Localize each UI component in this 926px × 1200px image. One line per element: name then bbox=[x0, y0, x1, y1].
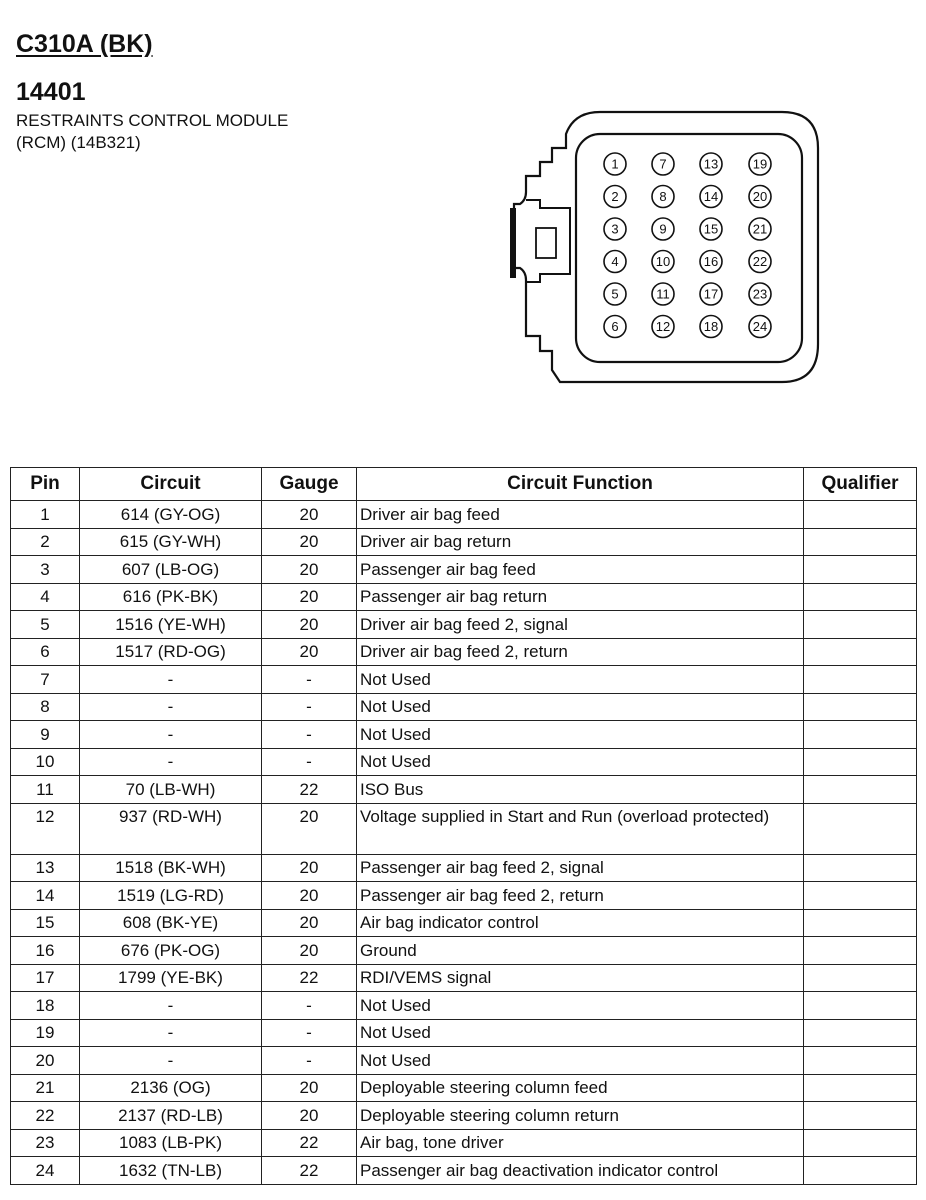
header-circuit-function: Circuit Function bbox=[357, 468, 804, 501]
table-row bbox=[11, 638, 917, 666]
qualifier bbox=[804, 611, 917, 639]
wire-gauge: - bbox=[262, 992, 357, 1020]
table-row bbox=[11, 1157, 917, 1185]
pin-cavity-label: 11 bbox=[656, 286, 670, 302]
locking-tab-slot bbox=[536, 228, 556, 258]
pin-cavity-label: 10 bbox=[655, 254, 671, 269]
circuit-code: 1517 (RD-OG) bbox=[80, 638, 262, 666]
table-row bbox=[11, 1129, 917, 1157]
pin-number: 6 bbox=[11, 638, 80, 666]
circuit-code: 70 (LB-WH) bbox=[80, 776, 262, 804]
table-row bbox=[11, 556, 917, 584]
wire-gauge: - bbox=[262, 1019, 357, 1047]
table-row bbox=[11, 583, 917, 611]
circuit-code: 1519 (LG-RD) bbox=[80, 882, 262, 910]
pin-cavity-label: 16 bbox=[703, 254, 719, 269]
table-row bbox=[11, 1047, 917, 1075]
table-row bbox=[11, 666, 917, 694]
circuit-code: 1516 (YE-WH) bbox=[80, 611, 262, 639]
circuit-function: Driver air bag feed 2, signal bbox=[357, 611, 804, 639]
qualifier bbox=[804, 556, 917, 584]
wire-gauge: 20 bbox=[262, 1074, 357, 1102]
qualifier bbox=[804, 776, 917, 804]
circuit-code: - bbox=[80, 1019, 262, 1047]
circuit-code: - bbox=[80, 666, 262, 694]
table-row bbox=[11, 964, 917, 992]
wire-gauge: 20 bbox=[262, 638, 357, 666]
pin-cavity-label: 19 bbox=[752, 156, 768, 172]
table-header-row bbox=[11, 468, 917, 501]
qualifier bbox=[804, 638, 917, 666]
circuit-function: Not Used bbox=[357, 693, 804, 721]
wire-gauge: 22 bbox=[262, 1157, 357, 1185]
pin-cavity-label: 17 bbox=[703, 286, 719, 302]
qualifier bbox=[804, 1157, 917, 1185]
connector-face-drawing bbox=[500, 104, 830, 394]
wire-gauge: 20 bbox=[262, 882, 357, 910]
pin-cavity-label: 21 bbox=[752, 221, 768, 237]
qualifier bbox=[804, 803, 917, 854]
qualifier bbox=[804, 1047, 917, 1075]
pin-number: 14 bbox=[11, 882, 80, 910]
qualifier bbox=[804, 964, 917, 992]
table-row bbox=[11, 721, 917, 749]
table-row bbox=[11, 1074, 917, 1102]
wire-gauge: 22 bbox=[262, 776, 357, 804]
qualifier bbox=[804, 937, 917, 965]
pin-number: 23 bbox=[11, 1129, 80, 1157]
pin-cavity-label: 4 bbox=[611, 254, 619, 269]
circuit-function: Voltage supplied in Start and Run (overload protected) bbox=[357, 803, 804, 854]
pin-number: 18 bbox=[11, 992, 80, 1020]
table-row bbox=[11, 882, 917, 910]
pin-number: 22 bbox=[11, 1102, 80, 1130]
circuit-code: 615 (GY-WH) bbox=[80, 528, 262, 556]
pin-number: 13 bbox=[11, 854, 80, 882]
circuit-function: Driver air bag feed bbox=[357, 501, 804, 529]
qualifier bbox=[804, 1019, 917, 1047]
circuit-code: 1518 (BK-WH) bbox=[80, 854, 262, 882]
table-row bbox=[11, 611, 917, 639]
circuit-function: Passenger air bag feed 2, return bbox=[357, 882, 804, 910]
pin-cavity-label: 7 bbox=[659, 156, 667, 172]
circuit-code: - bbox=[80, 693, 262, 721]
pin-number: 21 bbox=[11, 1074, 80, 1102]
module-codes: (RCM) (14B321) bbox=[16, 133, 141, 152]
circuit-code: 2136 (OG) bbox=[80, 1074, 262, 1102]
circuit-function: ISO Bus bbox=[357, 776, 804, 804]
pin-number: 10 bbox=[11, 748, 80, 776]
circuit-function: Air bag indicator control bbox=[357, 909, 804, 937]
pin-number: 9 bbox=[11, 721, 80, 749]
wire-gauge: 22 bbox=[262, 964, 357, 992]
connector-housing-outline bbox=[514, 112, 818, 382]
table-row bbox=[11, 528, 917, 556]
pin-cavity-label: 22 bbox=[752, 254, 768, 269]
circuit-function: Deployable steering column feed bbox=[357, 1074, 804, 1102]
wire-gauge: 20 bbox=[262, 803, 357, 854]
wire-gauge: 20 bbox=[262, 501, 357, 529]
pin-cavity-label: 24 bbox=[752, 319, 768, 334]
qualifier bbox=[804, 854, 917, 882]
circuit-code: 1632 (TN-LB) bbox=[80, 1157, 262, 1185]
wire-gauge: - bbox=[262, 693, 357, 721]
pin-number: 16 bbox=[11, 937, 80, 965]
table-row bbox=[11, 992, 917, 1020]
pin-cavity-label: 6 bbox=[611, 319, 619, 334]
table-row bbox=[11, 776, 917, 804]
table-row bbox=[11, 803, 917, 854]
pin-cavity-label: 9 bbox=[659, 221, 667, 237]
pin-number: 1 bbox=[11, 501, 80, 529]
pin-cavity-label: 18 bbox=[703, 319, 719, 334]
circuit-code: - bbox=[80, 748, 262, 776]
wire-gauge: 20 bbox=[262, 583, 357, 611]
wire-gauge: - bbox=[262, 748, 357, 776]
connector-diagram bbox=[500, 104, 830, 394]
pin-number: 11 bbox=[11, 776, 80, 804]
table-row bbox=[11, 1102, 917, 1130]
qualifier bbox=[804, 882, 917, 910]
pin-number: 7 bbox=[11, 666, 80, 694]
wire-gauge: 20 bbox=[262, 528, 357, 556]
qualifier bbox=[804, 583, 917, 611]
pin-cavities bbox=[604, 153, 771, 338]
circuit-function: Not Used bbox=[357, 992, 804, 1020]
locking-tab-edge bbox=[510, 208, 516, 278]
pin-cavity-label: 8 bbox=[659, 189, 667, 204]
wire-gauge: 20 bbox=[262, 611, 357, 639]
qualifier bbox=[804, 1102, 917, 1130]
locking-tab bbox=[526, 200, 570, 282]
module-description bbox=[16, 110, 288, 154]
circuit-code: 2137 (RD-LB) bbox=[80, 1102, 262, 1130]
pin-cavity-label: 1 bbox=[611, 156, 619, 172]
table-row bbox=[11, 748, 917, 776]
qualifier bbox=[804, 528, 917, 556]
wire-gauge: 20 bbox=[262, 854, 357, 882]
qualifier bbox=[804, 748, 917, 776]
pin-number: 4 bbox=[11, 583, 80, 611]
pin-cavity-label: 5 bbox=[611, 286, 619, 302]
header-gauge: Gauge bbox=[262, 468, 357, 501]
circuit-code: 1799 (YE-BK) bbox=[80, 964, 262, 992]
header-qualifier: Qualifier bbox=[804, 468, 917, 501]
wire-gauge: - bbox=[262, 1047, 357, 1075]
pin-number: 8 bbox=[11, 693, 80, 721]
pin-number: 19 bbox=[11, 1019, 80, 1047]
table-row bbox=[11, 693, 917, 721]
pin-number: 24 bbox=[11, 1157, 80, 1185]
circuit-function: Driver air bag return bbox=[357, 528, 804, 556]
pin-number: 12 bbox=[11, 803, 80, 854]
table-row bbox=[11, 501, 917, 529]
qualifier bbox=[804, 501, 917, 529]
circuit-code: 616 (PK-BK) bbox=[80, 583, 262, 611]
circuit-function: Not Used bbox=[357, 1047, 804, 1075]
wire-gauge: 22 bbox=[262, 1129, 357, 1157]
circuit-code: - bbox=[80, 992, 262, 1020]
table-row bbox=[11, 937, 917, 965]
pin-cavity-label: 2 bbox=[611, 189, 619, 204]
wire-gauge: 20 bbox=[262, 937, 357, 965]
circuit-code: - bbox=[80, 721, 262, 749]
circuit-code: 1083 (LB-PK) bbox=[80, 1129, 262, 1157]
qualifier bbox=[804, 1074, 917, 1102]
qualifier bbox=[804, 693, 917, 721]
pin-cavity-label: 23 bbox=[752, 286, 768, 302]
circuit-code: 676 (PK-OG) bbox=[80, 937, 262, 965]
pin-number: 2 bbox=[11, 528, 80, 556]
circuit-function: Not Used bbox=[357, 748, 804, 776]
circuit-function: Not Used bbox=[357, 666, 804, 694]
pin-cavity-label: 13 bbox=[703, 156, 719, 172]
circuit-function: Passenger air bag return bbox=[357, 583, 804, 611]
circuit-function: Passenger air bag feed bbox=[357, 556, 804, 584]
pin-number: 17 bbox=[11, 964, 80, 992]
pin-cavity-label: 14 bbox=[703, 189, 719, 204]
module-name: RESTRAINTS CONTROL MODULE bbox=[16, 111, 289, 130]
wire-gauge: - bbox=[262, 666, 357, 694]
qualifier bbox=[804, 721, 917, 749]
circuit-code: 607 (LB-OG) bbox=[80, 556, 262, 584]
connector-inner-cavity bbox=[576, 134, 802, 362]
circuit-function: Deployable steering column return bbox=[357, 1102, 804, 1130]
table-row bbox=[11, 854, 917, 882]
circuit-function: Air bag, tone driver bbox=[357, 1129, 804, 1157]
circuit-code: 937 (RD-WH) bbox=[80, 803, 262, 854]
wire-gauge: 20 bbox=[262, 1102, 357, 1130]
pin-cavity-label: 15 bbox=[703, 221, 719, 237]
pin-number: 15 bbox=[11, 909, 80, 937]
circuit-function: Not Used bbox=[357, 1019, 804, 1047]
pinout-table bbox=[10, 467, 917, 1185]
circuit-code: 614 (GY-OG) bbox=[80, 501, 262, 529]
wire-gauge: 20 bbox=[262, 909, 357, 937]
qualifier bbox=[804, 666, 917, 694]
circuit-code: - bbox=[80, 1047, 262, 1075]
circuit-function: Passenger air bag feed 2, signal bbox=[357, 854, 804, 882]
pin-number: 20 bbox=[11, 1047, 80, 1075]
circuit-function: Not Used bbox=[357, 721, 804, 749]
pin-cavity-label: 12 bbox=[655, 319, 671, 334]
table-row bbox=[11, 1019, 917, 1047]
table-row bbox=[11, 909, 917, 937]
pin-number: 3 bbox=[11, 556, 80, 584]
wire-gauge: 20 bbox=[262, 556, 357, 584]
connector-id: C310A (BK) bbox=[16, 30, 153, 58]
circuit-function: Passenger air bag deactivation indicator control bbox=[357, 1157, 804, 1185]
qualifier bbox=[804, 1129, 917, 1157]
pin-cavity-label: 3 bbox=[611, 221, 619, 237]
pin-number: 5 bbox=[11, 611, 80, 639]
circuit-function: Ground bbox=[357, 937, 804, 965]
wire-gauge: - bbox=[262, 721, 357, 749]
header-pin: Pin bbox=[11, 468, 80, 501]
header-circuit: Circuit bbox=[80, 468, 262, 501]
circuit-function: Driver air bag feed 2, return bbox=[357, 638, 804, 666]
qualifier bbox=[804, 909, 917, 937]
circuit-code: 608 (BK-YE) bbox=[80, 909, 262, 937]
circuit-function: RDI/VEMS signal bbox=[357, 964, 804, 992]
part-number: 14401 bbox=[16, 78, 86, 106]
qualifier bbox=[804, 992, 917, 1020]
pin-cavity-label: 20 bbox=[752, 189, 768, 204]
